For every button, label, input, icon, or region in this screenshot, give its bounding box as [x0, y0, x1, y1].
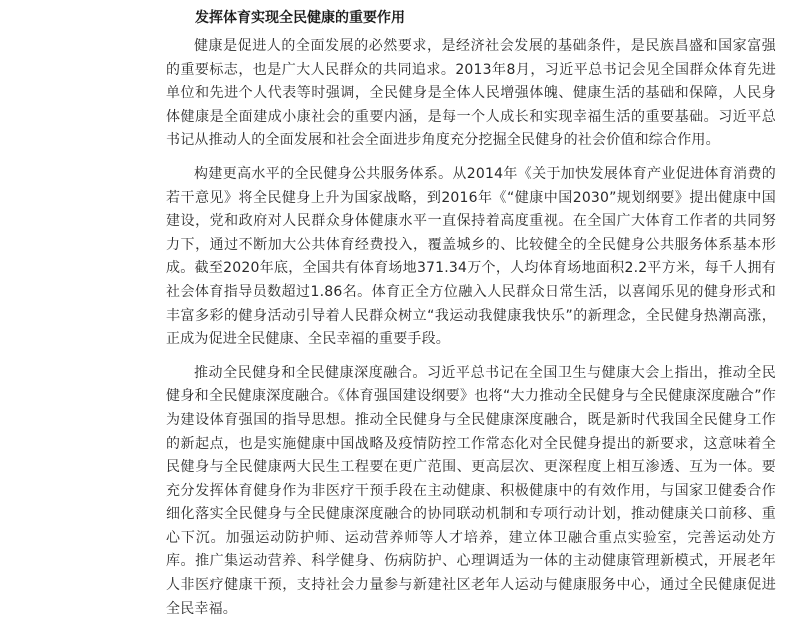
- paragraph-2: 构建更高水平的全民健身公共服务体系。从2014年《关于加快发展体育产业促进体育消费的若干意见》将全民健身上升为国家战略，到2016年《“健康中国2030”规划纲要》提出健康中国建设，党和政府对人民群众身体健康水平一直保持着高度重视。在全国广大体育工作者的共同努力下，通过不断加大公共体育经费投入，覆盖城乡的、比较健全的全民健身公共服务体系基本形成。截至2020年底，全国共有体育场地371.34万个，人均体育场地面积2.2平方米，每千人拥有社会体育指导员数超过1.86名。体育正全方位融入人民群众日常生活，以喜闻乐见的健身形式和丰富多彩的健身活动引导着人民群众树立“我运动我健康我快乐”的新理念，全民健身热潮高涨，正成为促进全民健康、全民幸福的重要手段。: [166, 165, 776, 348]
- article-title: 发挥体育实现全民健康的重要作用: [195, 10, 405, 26]
- paragraph-1: 健康是促进人的全面发展的必然要求，是经济社会发展的基础条件，是民族昌盛和国家富强的重要标志，也是广大人民群众的共同追求。2013年8月，习近平总书记会见全国群众体育先进单位和先进个人代表等时强调，全民健身是全体人民增强体魄、健康生活的基础和保障，人民身体健康是全面建成小康社会的重要内涵，是每一个人成长和实现幸福生活的重要基础。习近平总书记从推动人的全面发展和社会全面进步角度充分挖掘全民健身的社会价值和综合作用。: [166, 38, 776, 149]
- paragraph-3: 推动全民健身和全民健康深度融合。习近平总书记在全国卫生与健康大会上指出，推动全民健身和全民健康深度融合。《体育强国建设纲要》也将“大力推动全民健身与全民健康深度融合”作为建设体育强国的指导思想。推动全民健身与全民健康深度融合，既是新时代我国全民健身工作的新起点，也是实施健康中国战略及疫情防控工作常态化对全民健身提出的新要求，这意味着全民健身与全民健康两大民生工程要在更广范围、更高层次、更深程度上相互渗透、互为一体。要充分发挥体育健身作为非医疗干预手段在主动健康、积极健康中的有效作用，与国家卫健委合作细化落实全民健身与全民健康深度融合的协同联动机制和专项行动计划，推动健康关口前移、重心下沉。加强运动防护师、运动营养师等人才培养，建立体卫融合重点实验室，完善运动处方库。推广集运动营养、科学健身、伤病防护、心理调适为一体的主动健康管理新模式，开展老年人非医疗健康干预，支持社会力量参与新建社区老年人运动与健康服务中心，通过全民健康促进全民幸福。: [166, 364, 776, 617]
